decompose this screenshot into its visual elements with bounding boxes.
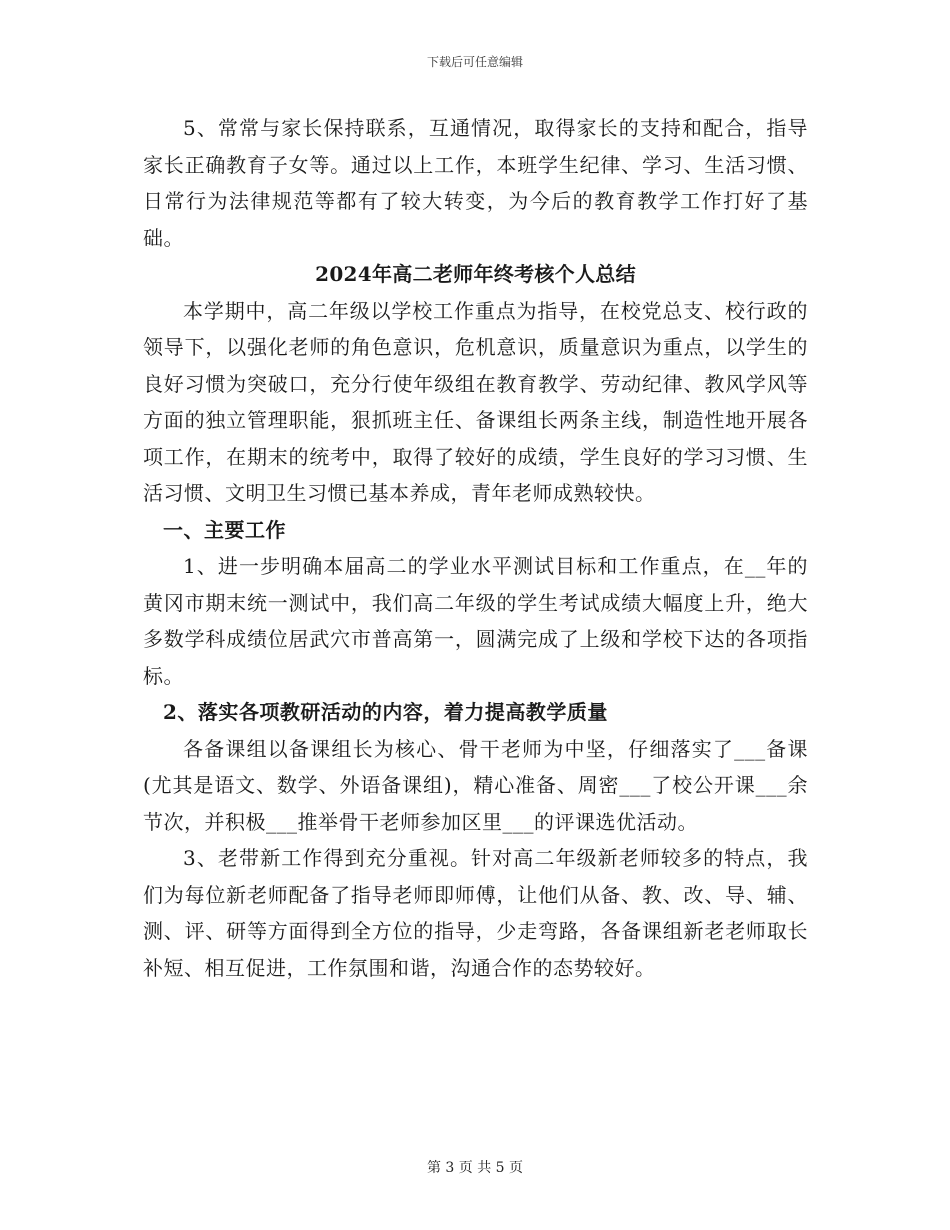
- section-title: 2024年高二老师年终考核个人总结: [315, 262, 636, 286]
- page-footer: 第 3 页 共 5 页: [426, 1160, 524, 1176]
- paragraph-mentoring: 3、老带新工作得到充分重视。针对高二年级新老师较多的特点，我们为每位新老师配备了指导老师即师傅，让他们从备、教、改、导、辅、测、评、研等方面得到全方位的指导，少走弯路，各备课组新老老师取长补短、相互促进，工作氛围和谐，沟通合作的态势较好。: [143, 846, 808, 980]
- paragraph-lesson-prep: 各备课组以备课组长为核心、骨干老师为中坚，仔细落实了___备课(尤其是语文、数学、外语备课组)，精心准备、周密___了校公开课___余节次，并积极___推举骨干老师参加区里___的评课选优活动。: [143, 736, 808, 834]
- paragraph-intro: 本学期中，高二年级以学校工作重点为指导，在校党总支、校行政的领导下，以强化老师的角色意识，危机意识，质量意识为重点，以学生的良好习惯为突破口，充分行使年级组在教育教学、劳动纪律、教风学风等方面的独立管理职能，狠抓班主任、备课组长两条主线，制造性地开展各项工作，在期末的统考中，取得了较好的成绩，学生良好的学习习惯、生活习惯、文明卫生习惯已基本养成，青年老师成熟较快。: [143, 298, 808, 505]
- page-header: 下载后可任意编辑: [426, 55, 523, 69]
- document-body: [143, 110, 808, 986]
- heading-main-work: 一、主要工作: [163, 517, 286, 542]
- heading-teaching-research: 2、落实各项教研活动的内容，着力提高教学质量: [163, 700, 608, 724]
- paragraph-goals: 1、进一步明确本届高二的学业水平测试目标和工作重点，在__年的黄冈市期末统一测试中，我们高二年级的学生考试成绩大幅度上升，绝大多数学科成绩位居武穴市普高第一，圆满完成了上级和学校下达的各项指标。: [143, 554, 808, 688]
- paragraph-contact-parents: 5、常常与家长保持联系，互通情况，取得家长的支持和配合，指导家长正确教育子女等。通过以上工作，本班学生纪律、学习、生活习惯、日常行为法律规范等都有了较大转变，为今后的教育教学工作打好了基础。: [143, 116, 808, 250]
